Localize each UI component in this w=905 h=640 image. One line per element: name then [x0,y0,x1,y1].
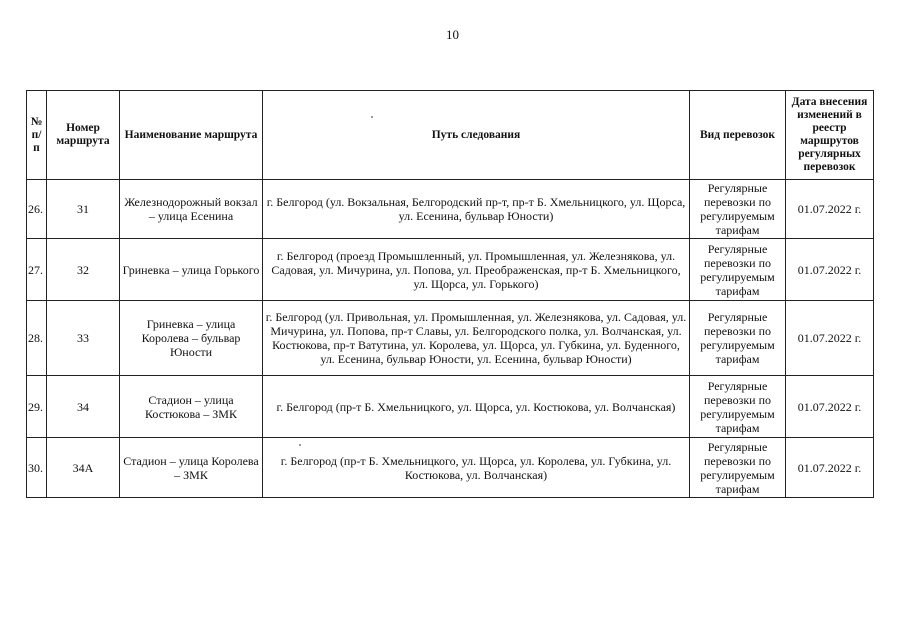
change-date: 01.07.2022 г. [786,376,874,438]
route-path: г. Белгород (ул. Привольная, ул. Промышленная, ул. Железнякова, ул. Садовая, ул. Мичурина, ул. Попова, пр-т Славы, ул. Белгородского полка, ул. Волчанская, ул. Костюкова, пр-т Ватутина, ул. Королева, ул. Щорса, ул. Губкина, ул. Буденного, ул. Есенина, бульвар Юности, ул. Есенина, бульвар Юности) [263,301,690,376]
header-route-number: Номер маршрута [47,91,120,180]
route-name: Стадион – улица Королева – ЗМК [120,438,263,498]
header-transport-type: Вид перевозок [690,91,786,180]
transport-type: Регулярные перевозки по регулируемым тарифам [690,180,786,239]
route-name: Железнодорожный вокзал – улица Есенина [120,180,263,239]
change-date: 01.07.2022 г. [786,301,874,376]
route-path: г. Белгород (пр-т Б. Хмельницкого, ул. Щорса, ул. Королева, ул. Губкина, ул. Костюкова, ул. Волчанская) [263,438,690,498]
transport-type: Регулярные перевозки по регулируемым тарифам [690,301,786,376]
row-num: 30. [27,438,47,498]
row-num: 27. [27,239,47,301]
scan-speck [371,116,373,118]
transport-type: Регулярные перевозки по регулируемым тарифам [690,376,786,438]
row-num: 29. [27,376,47,438]
table-header-row [27,91,874,180]
route-number: 31 [47,180,120,239]
routes-table [26,90,874,498]
route-name: Гриневка – улица Королева – бульвар Юности [120,301,263,376]
page-number: 10 [446,27,459,42]
route-path: г. Белгород (пр-т Б. Хмельницкого, ул. Щорса, ул. Костюкова, ул. Волчанская) [263,376,690,438]
route-number: 34А [47,438,120,498]
table-row [27,180,874,239]
header-num: № п/п [27,91,47,180]
change-date: 01.07.2022 г. [786,239,874,301]
table-row [27,301,874,376]
scan-speck [299,444,301,446]
row-num: 28. [27,301,47,376]
route-path: г. Белгород (ул. Вокзальная, Белгородский пр-т, пр-т Б. Хмельницкого, ул. Щорса, ул. Есенина, бульвар Юности) [263,180,690,239]
change-date: 01.07.2022 г. [786,438,874,498]
table-row [27,376,874,438]
transport-type: Регулярные перевозки по регулируемым тарифам [690,239,786,301]
route-number: 34 [47,376,120,438]
change-date: 01.07.2022 г. [786,180,874,239]
table-row [27,239,874,301]
route-name: Гриневка – улица Горького [120,239,263,301]
route-number: 32 [47,239,120,301]
table-row [27,438,874,498]
row-num: 26. [27,180,47,239]
route-number: 33 [47,301,120,376]
route-name: Стадион – улица Костюкова – ЗМК [120,376,263,438]
header-path: Путь следования [263,91,690,180]
header-change-date: Дата внесения изменений в реестр маршрутов регулярных перевозок [786,91,874,180]
header-route-name: Наименование маршрута [120,91,263,180]
route-path: г. Белгород (проезд Промышленный, ул. Промышленная, ул. Железнякова, ул. Садовая, ул. Мичурина, ул. Попова, ул. Преображенская, пр-т Б. Хмельницкого, ул. Щорса, ул. Горького) [263,239,690,301]
transport-type: Регулярные перевозки по регулируемым тарифам [690,438,786,498]
